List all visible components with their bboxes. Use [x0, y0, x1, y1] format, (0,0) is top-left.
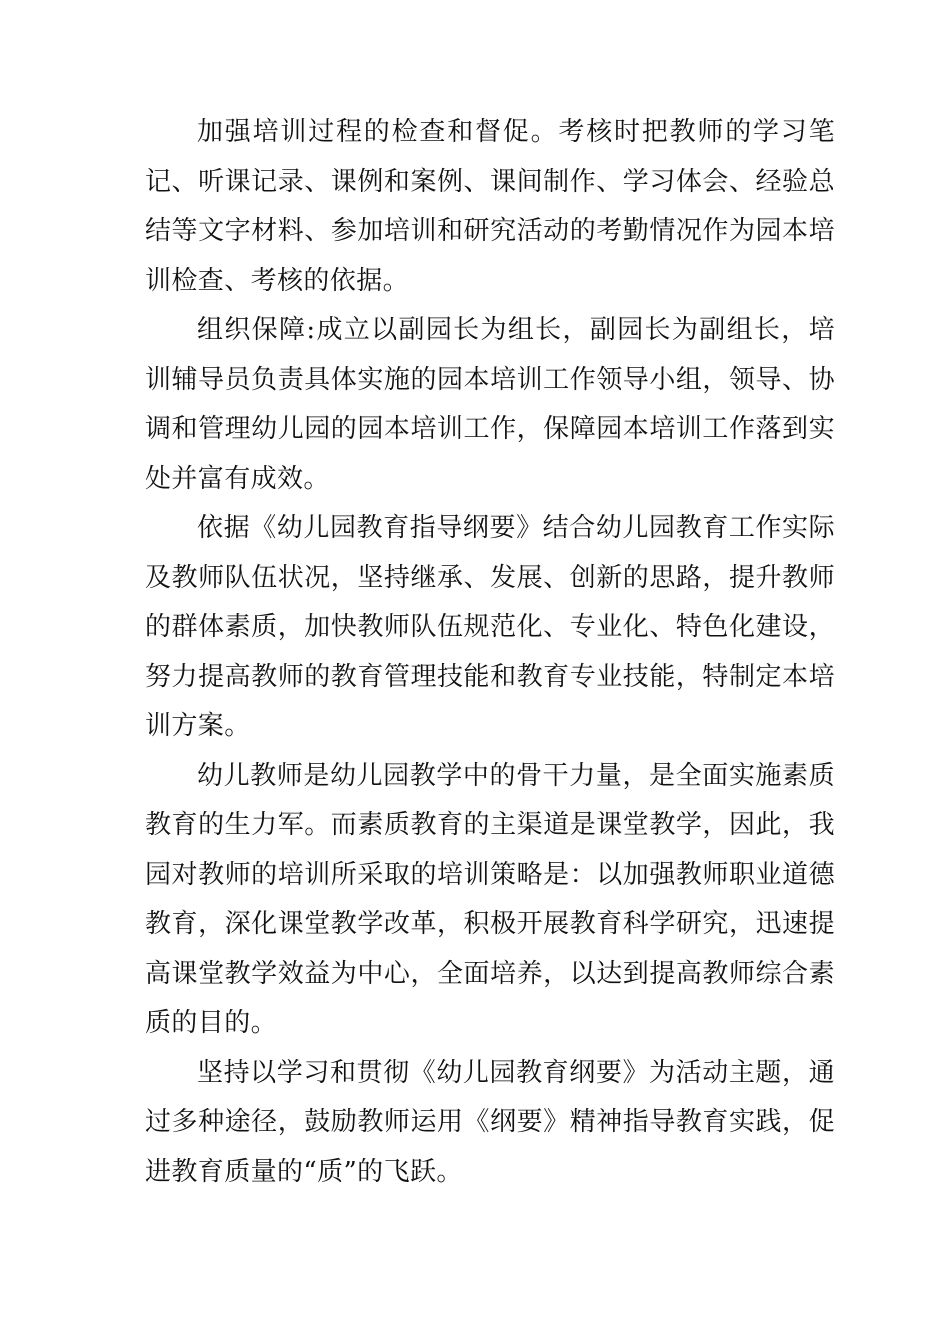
- paragraph-activity-theme: 坚持以学习和贯彻《幼儿园教育纲要》为活动主题，通过多种途径，鼓励教师运用《纲要》精神指导教育实践，促进教育质量的“质”的飞跃。: [145, 1057, 835, 1187]
- document-body: [145, 108, 835, 1197]
- paragraph-organization-guarantee: 组织保障:成立以副园长为组长，副园长为副组长，培训辅导员负责具体实施的园本培训工作领导小组，领导、协调和管理幼儿园的园本培训工作，保障园本培训工作落到实处并富有成效。: [145, 315, 835, 494]
- paragraph-training-strategy: 幼儿教师是幼儿园教学中的骨干力量，是全面实施素质教育的生力军。而素质教育的主渠道是课堂教学，因此，我园对教师的培训所采取的培训策略是：以加强教师职业道德教育，深化课堂教学改革，积极开展教育科学研究，迅速提高课堂教学效益为中心，全面培养，以达到提高教师综合素质的目的。: [145, 760, 835, 1038]
- paragraph-training-inspection: 加强培训过程的检查和督促。考核时把教师的学习笔记、听课记录、课例和案例、课间制作、学习体会、经验总结等文字材料、参加培训和研究活动的考勤情况作为园本培训检查、考核的依据。: [145, 117, 835, 296]
- paragraph-training-basis: 依据《幼儿园教育指导纲要》结合幼儿园教育工作实际及教师队伍状况，坚持继承、发展、创新的思路，提升教师的群体素质，加快教师队伍规范化、专业化、特色化建设，努力提高教师的教育管理技能和教育专业技能，特制定本培训方案。: [145, 513, 835, 741]
